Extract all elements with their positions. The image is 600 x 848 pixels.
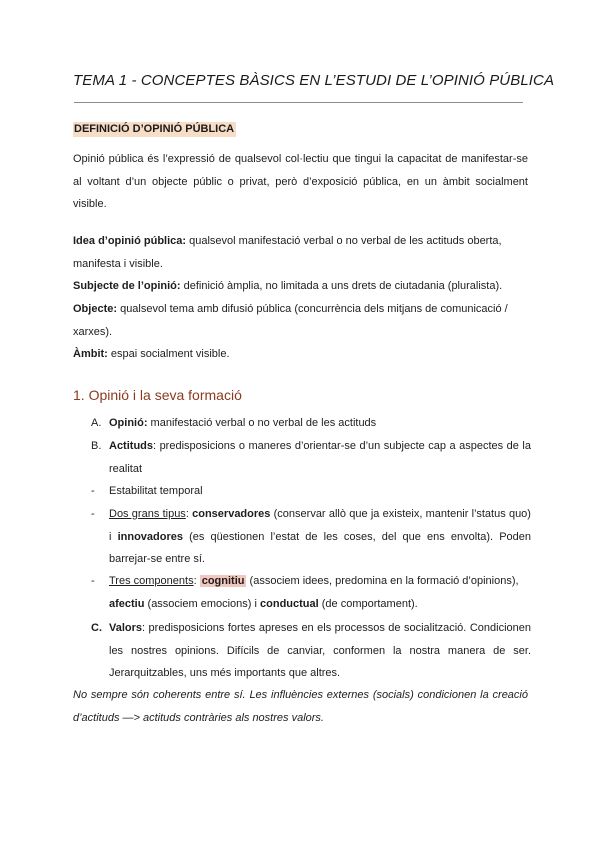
document-title: TEMA 1 - CONCEPTES BÀSICS EN L’ESTUDI DE L’OPINIÓ PÚBLICA — [73, 72, 555, 89]
title-divider — [74, 102, 523, 103]
closing-note: No sempre són coherents entre sí. Les influències externes (socials) condicionen la creació d’actituds —> actituds contràries als nostres valors. — [73, 689, 528, 724]
component-cognitive: cognitiu — [201, 575, 245, 587]
list-item-stability — [91, 480, 531, 503]
dash-marker: - — [91, 575, 95, 587]
component-cognitive-text: (associem idees, predomina en la formació d’opinions), — [246, 575, 519, 587]
item-c-term: Valors — [109, 622, 143, 634]
list-marker-c: C. — [91, 622, 102, 634]
component-behavioral: conductual — [260, 597, 319, 610]
dash-marker: - — [91, 485, 95, 497]
list-marker-a: A. — [91, 417, 102, 429]
section-1-heading: 1. Opinió i la seva formació — [73, 387, 242, 403]
types-colon: : — [185, 508, 193, 520]
component-affective: afectiu — [109, 597, 145, 610]
item-b-text: : predisposicions o maneres d’orientar-se d’un subjecte cap a aspectes de la realitat — [109, 440, 531, 475]
dash-marker: - — [91, 508, 95, 520]
list-item-types — [91, 503, 531, 571]
concept-subject — [73, 275, 528, 298]
types-label: Dos grans tipus — [109, 508, 186, 520]
concept-idea-text: qualsevol manifestació verbal o no verbal de les actituds oberta, manifesta i visible. — [73, 235, 502, 270]
components-colon: : — [193, 575, 200, 587]
list-item-components — [91, 570, 531, 615]
type-conservative: conservadores — [192, 508, 271, 520]
type-innovative-text: (es qüestionen l’estat de les coses, del que ens envolta). Poden barrejar-se entre sí. — [109, 530, 532, 565]
concept-scope-term: Àmbit: — [73, 348, 108, 360]
concept-object-text: qualsevol tema amb difusió pública (concurrència dels mitjans de comunicació / xarxes). — [73, 303, 508, 338]
item-c-text: : predisposicions fortes apreses en els processos de socialització. Condicionen les nostres opinions. Difícils de canviar, conformen la nostra manera de ser. Jerarquitzables, uns més importants que altres. — [109, 622, 531, 679]
concept-scope-text: espai socialment visible. — [107, 348, 230, 360]
list-item-c — [91, 617, 531, 685]
list-item-b — [91, 435, 531, 480]
concept-idea-term: Idea d’opinió pública: — [73, 235, 187, 247]
definition-paragraph: Opinió pública és l’expressió de qualsevol col·lectiu que tingui la capacitat de manifestar-se al voltant d’un objecte públic o privat, però d’exposició pública, en un àmbit socialment visible. — [73, 153, 528, 210]
concept-object — [73, 298, 528, 343]
concept-idea — [73, 230, 528, 275]
concept-scope — [73, 343, 528, 366]
item-a-text: manifestació verbal o no verbal de les actituds — [147, 417, 377, 429]
definition-heading: DEFINICIÓ D’OPINIÓ PÚBLICA — [74, 123, 235, 135]
concept-subject-term: Subjecte de l’opinió: — [73, 280, 181, 292]
component-behavioral-text: (de comportament). — [318, 597, 418, 610]
stability-text: Estabilitat temporal — [109, 485, 203, 497]
type-conservative-text: (conservar allò que ja existeix, mantenir l’status quo) i — [109, 508, 531, 543]
concept-object-term: Objecte: — [73, 303, 118, 315]
type-innovative: innovadores — [117, 530, 183, 543]
item-a-term: Opinió: — [109, 417, 148, 429]
components-label: Tres components — [109, 575, 194, 587]
list-marker-b: B. — [91, 440, 102, 452]
item-b-term: Actituds — [109, 440, 153, 452]
concept-subject-text: definició àmplia, no limitada a uns drets de ciutadania (pluralista). — [180, 280, 503, 292]
component-affective-text: (associem emocions) i — [144, 597, 261, 610]
list-item-a — [91, 412, 531, 435]
